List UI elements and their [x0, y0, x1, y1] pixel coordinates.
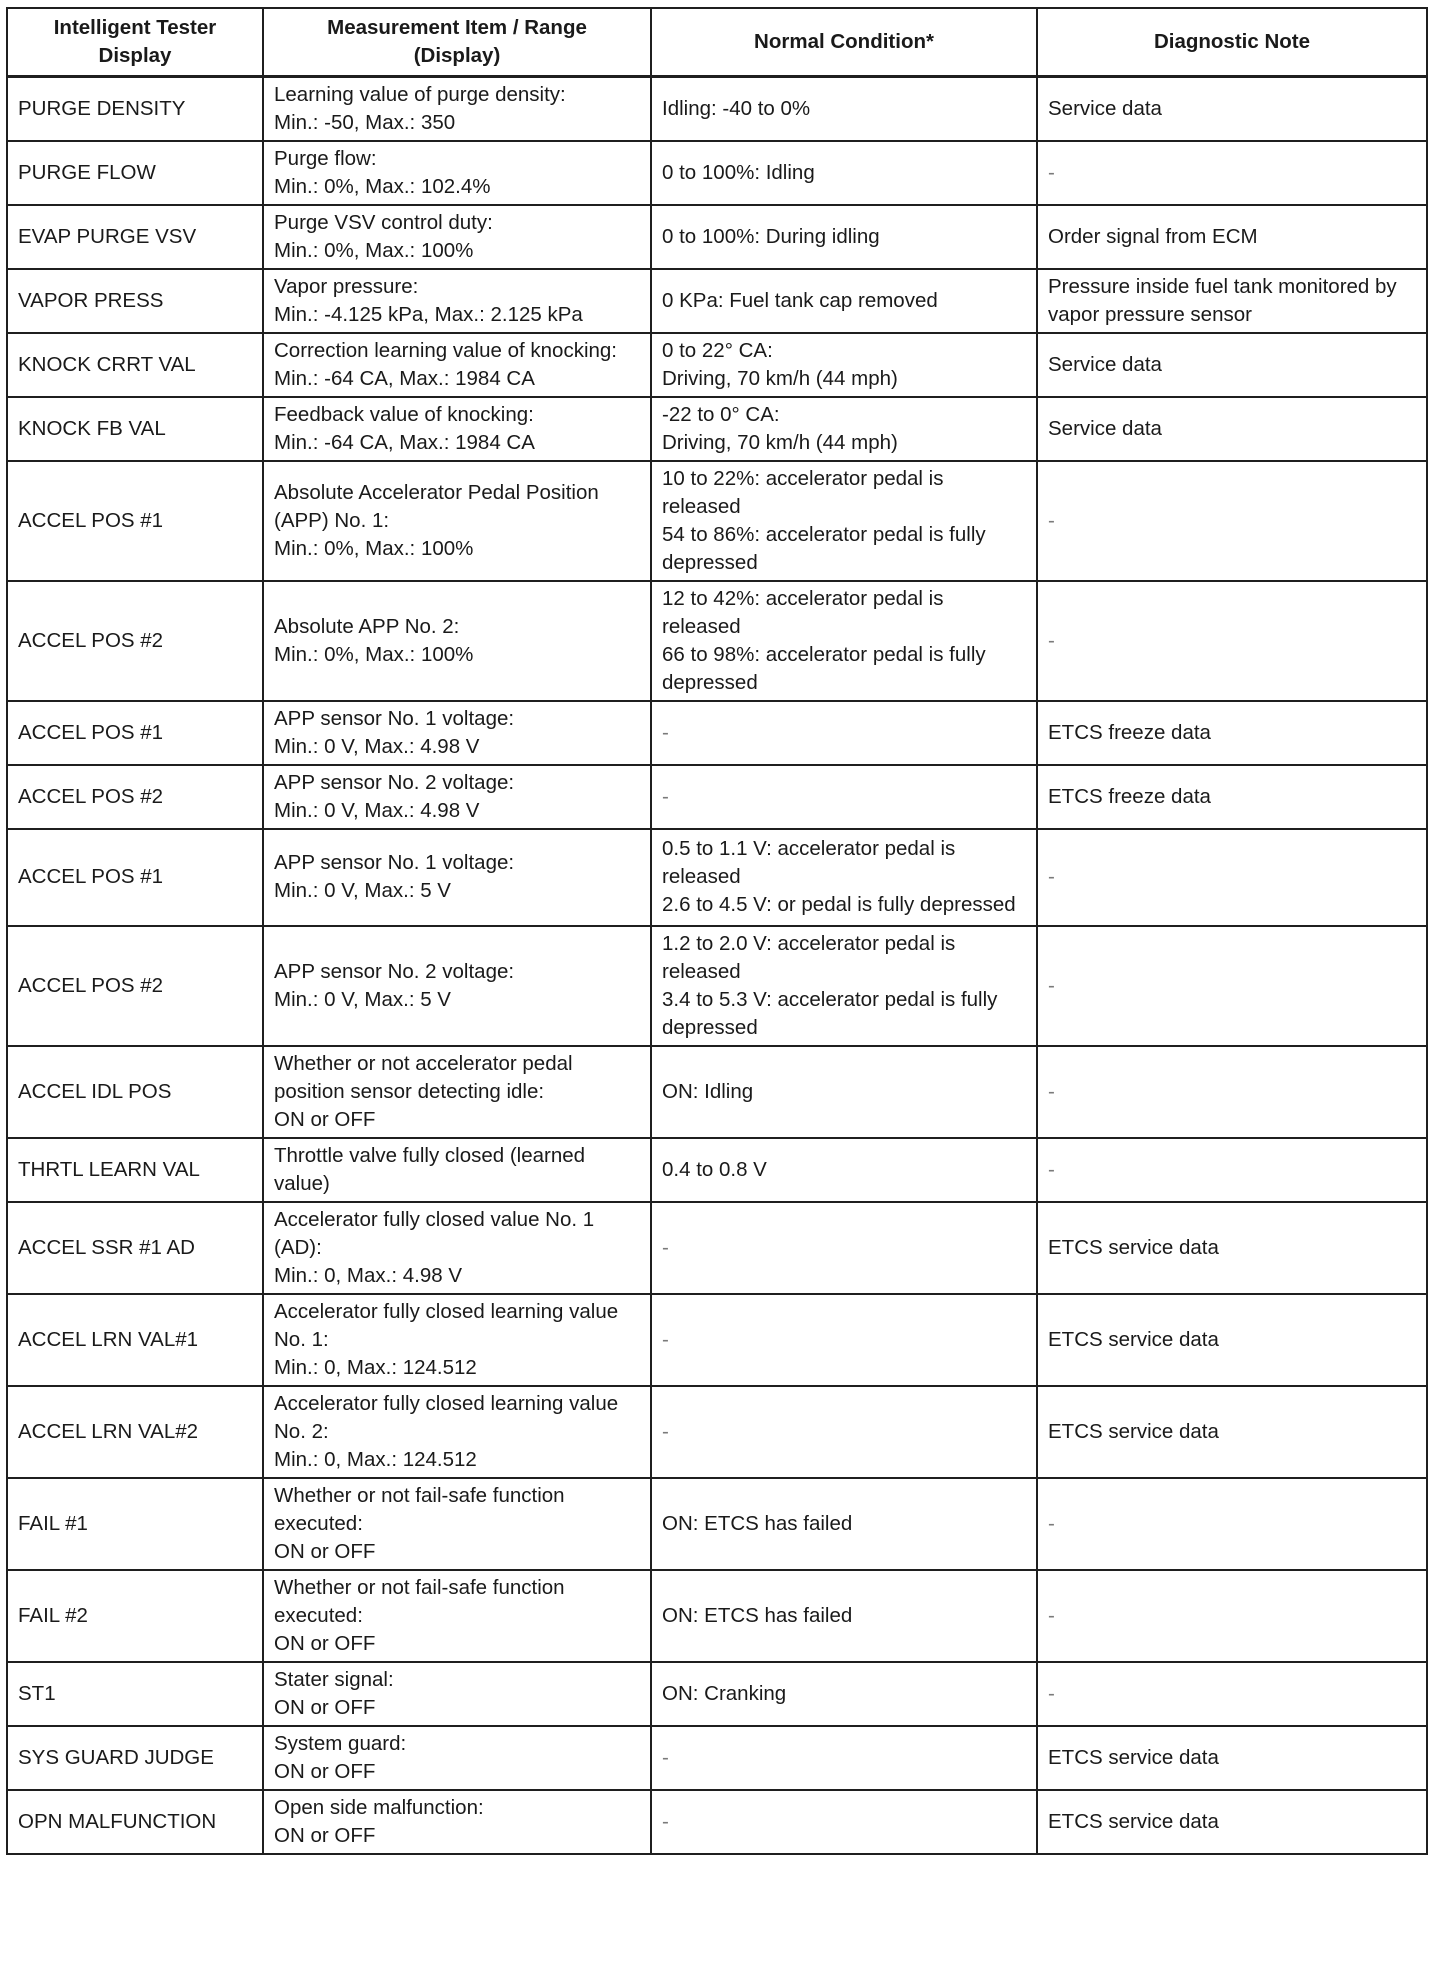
tester-display-cell: KNOCK CRRT VAL — [7, 333, 263, 397]
normal-condition-cell: 0 to 100%: Idling — [651, 141, 1037, 205]
tester-display-cell: ACCEL LRN VAL#1 — [7, 1294, 263, 1386]
table-row — [7, 141, 1427, 205]
measurement-item-cell: Purge flow: Min.: 0%, Max.: 102.4% — [263, 141, 651, 205]
table-row — [7, 1294, 1427, 1386]
normal-condition-cell: -22 to 0° CA: Driving, 70 km/h (44 mph) — [651, 397, 1037, 461]
tester-display-cell: ACCEL SSR #1 AD — [7, 1202, 263, 1294]
diagnostic-note-cell: - — [1037, 1046, 1427, 1138]
table-row — [7, 1202, 1427, 1294]
table-row — [7, 1386, 1427, 1478]
normal-condition-cell: ON: ETCS has failed — [651, 1478, 1037, 1570]
tester-display-cell: ST1 — [7, 1662, 263, 1726]
measurement-item-cell: Vapor pressure: Min.: -4.125 kPa, Max.: 2.125 kPa — [263, 269, 651, 333]
diagnostic-note-cell: - — [1037, 461, 1427, 581]
measurement-item-cell: Accelerator fully closed learning value No. 1: Min.: 0, Max.: 124.512 — [263, 1294, 651, 1386]
normal-condition-cell: - — [651, 1790, 1037, 1854]
table-row — [7, 205, 1427, 269]
diagnostic-note-cell: ETCS service data — [1037, 1726, 1427, 1790]
diagnostic-note-cell: ETCS service data — [1037, 1386, 1427, 1478]
diagnostic-note-cell: ETCS service data — [1037, 1790, 1427, 1854]
table-row — [7, 1570, 1427, 1662]
diagnostic-note-cell: ETCS service data — [1037, 1202, 1427, 1294]
table-row — [7, 461, 1427, 581]
tester-display-cell: ACCEL POS #1 — [7, 461, 263, 581]
diagnostic-note-cell: - — [1037, 1138, 1427, 1202]
tester-display-cell: ACCEL IDL POS — [7, 1046, 263, 1138]
measurement-item-cell: Accelerator fully closed learning value No. 2: Min.: 0, Max.: 124.512 — [263, 1386, 651, 1478]
diagnostic-note-cell: Service data — [1037, 76, 1427, 141]
measurement-item-cell: Accelerator fully closed value No. 1 (AD): Min.: 0, Max.: 4.98 V — [263, 1202, 651, 1294]
normal-condition-cell: 0 to 100%: During idling — [651, 205, 1037, 269]
measurement-item-cell: Open side malfunction: ON or OFF — [263, 1790, 651, 1854]
table-row — [7, 1790, 1427, 1854]
diagnostic-note-cell: - — [1037, 1478, 1427, 1570]
table-body — [7, 76, 1427, 1854]
diagnostic-note-cell: - — [1037, 141, 1427, 205]
tester-display-cell: FAIL #2 — [7, 1570, 263, 1662]
diagnostic-note-cell: Service data — [1037, 333, 1427, 397]
header-diagnostic-note: Diagnostic Note — [1037, 8, 1427, 76]
tester-display-cell: OPN MALFUNCTION — [7, 1790, 263, 1854]
normal-condition-cell: 0 KPa: Fuel tank cap removed — [651, 269, 1037, 333]
diagnostic-note-cell: ETCS service data — [1037, 1294, 1427, 1386]
table-row — [7, 269, 1427, 333]
normal-condition-cell: ON: Cranking — [651, 1662, 1037, 1726]
measurement-item-cell: Absolute APP No. 2: Min.: 0%, Max.: 100% — [263, 581, 651, 701]
data-list-table — [6, 7, 1428, 1855]
measurement-item-cell: Whether or not accelerator pedal position sensor detecting idle: ON or OFF — [263, 1046, 651, 1138]
measurement-item-cell: System guard: ON or OFF — [263, 1726, 651, 1790]
table-row — [7, 581, 1427, 701]
normal-condition-cell: 0 to 22° CA: Driving, 70 km/h (44 mph) — [651, 333, 1037, 397]
normal-condition-cell: - — [651, 1202, 1037, 1294]
normal-condition-cell: - — [651, 1386, 1037, 1478]
tester-display-cell: SYS GUARD JUDGE — [7, 1726, 263, 1790]
tester-display-cell: EVAP PURGE VSV — [7, 205, 263, 269]
normal-condition-cell: - — [651, 1294, 1037, 1386]
table-row — [7, 701, 1427, 765]
normal-condition-cell: 0.4 to 0.8 V — [651, 1138, 1037, 1202]
measurement-item-cell: Whether or not fail-safe function executed: ON or OFF — [263, 1570, 651, 1662]
diagnostic-note-cell: - — [1037, 1570, 1427, 1662]
table-row — [7, 76, 1427, 141]
diagnostic-note-cell: - — [1037, 829, 1427, 926]
header-measurement-item: Measurement Item / Range (Display) — [263, 8, 651, 76]
table-row — [7, 1046, 1427, 1138]
tester-display-cell: PURGE FLOW — [7, 141, 263, 205]
diagnostic-note-cell: - — [1037, 926, 1427, 1046]
tester-display-cell: THRTL LEARN VAL — [7, 1138, 263, 1202]
tester-display-cell: FAIL #1 — [7, 1478, 263, 1570]
tester-display-cell: ACCEL POS #1 — [7, 829, 263, 926]
measurement-item-cell: Purge VSV control duty: Min.: 0%, Max.: 100% — [263, 205, 651, 269]
diagnostic-note-cell: Order signal from ECM — [1037, 205, 1427, 269]
table-row — [7, 1138, 1427, 1202]
measurement-item-cell: Correction learning value of knocking: Min.: -64 CA, Max.: 1984 CA — [263, 333, 651, 397]
tester-display-cell: ACCEL LRN VAL#2 — [7, 1386, 263, 1478]
header-tester-display: Intelligent Tester Display — [7, 8, 263, 76]
table-row — [7, 333, 1427, 397]
normal-condition-cell: - — [651, 701, 1037, 765]
table-row — [7, 1726, 1427, 1790]
table-row — [7, 829, 1427, 926]
normal-condition-cell: 1.2 to 2.0 V: accelerator pedal is released 3.4 to 5.3 V: accelerator pedal is fully depressed — [651, 926, 1037, 1046]
measurement-item-cell: Feedback value of knocking: Min.: -64 CA, Max.: 1984 CA — [263, 397, 651, 461]
normal-condition-cell: 12 to 42%: accelerator pedal is released 66 to 98%: accelerator pedal is fully depressed — [651, 581, 1037, 701]
tester-display-cell: ACCEL POS #2 — [7, 926, 263, 1046]
measurement-item-cell: APP sensor No. 1 voltage: Min.: 0 V, Max.: 4.98 V — [263, 701, 651, 765]
normal-condition-cell: ON: ETCS has failed — [651, 1570, 1037, 1662]
measurement-item-cell: Throttle valve fully closed (learned value) — [263, 1138, 651, 1202]
tester-display-cell: KNOCK FB VAL — [7, 397, 263, 461]
table-row — [7, 1662, 1427, 1726]
normal-condition-cell: - — [651, 1726, 1037, 1790]
normal-condition-cell: ON: Idling — [651, 1046, 1037, 1138]
measurement-item-cell: APP sensor No. 1 voltage: Min.: 0 V, Max.: 5 V — [263, 829, 651, 926]
table-row — [7, 926, 1427, 1046]
table-row — [7, 1478, 1427, 1570]
data-list-sheet — [6, 7, 1426, 1855]
diagnostic-note-cell: Pressure inside fuel tank monitored by vapor pressure sensor — [1037, 269, 1427, 333]
tester-display-cell: ACCEL POS #1 — [7, 701, 263, 765]
measurement-item-cell: APP sensor No. 2 voltage: Min.: 0 V, Max.: 4.98 V — [263, 765, 651, 829]
table-row — [7, 765, 1427, 829]
measurement-item-cell: Absolute Accelerator Pedal Position (APP) No. 1: Min.: 0%, Max.: 100% — [263, 461, 651, 581]
normal-condition-cell: Idling: -40 to 0% — [651, 76, 1037, 141]
diagnostic-note-cell: Service data — [1037, 397, 1427, 461]
header-normal-condition: Normal Condition* — [651, 8, 1037, 76]
diagnostic-note-cell: - — [1037, 1662, 1427, 1726]
normal-condition-cell: 0.5 to 1.1 V: accelerator pedal is released 2.6 to 4.5 V: or pedal is fully depressed — [651, 829, 1037, 926]
table-header-row — [7, 8, 1427, 76]
tester-display-cell: PURGE DENSITY — [7, 76, 263, 141]
table-row — [7, 397, 1427, 461]
normal-condition-cell: 10 to 22%: accelerator pedal is released 54 to 86%: accelerator pedal is fully depressed — [651, 461, 1037, 581]
measurement-item-cell: Stater signal: ON or OFF — [263, 1662, 651, 1726]
diagnostic-note-cell: - — [1037, 581, 1427, 701]
measurement-item-cell: Learning value of purge density: Min.: -50, Max.: 350 — [263, 76, 651, 141]
tester-display-cell: ACCEL POS #2 — [7, 581, 263, 701]
tester-display-cell: ACCEL POS #2 — [7, 765, 263, 829]
normal-condition-cell: - — [651, 765, 1037, 829]
diagnostic-note-cell: ETCS freeze data — [1037, 701, 1427, 765]
tester-display-cell: VAPOR PRESS — [7, 269, 263, 333]
measurement-item-cell: Whether or not fail-safe function executed: ON or OFF — [263, 1478, 651, 1570]
diagnostic-note-cell: ETCS freeze data — [1037, 765, 1427, 829]
measurement-item-cell: APP sensor No. 2 voltage: Min.: 0 V, Max.: 5 V — [263, 926, 651, 1046]
